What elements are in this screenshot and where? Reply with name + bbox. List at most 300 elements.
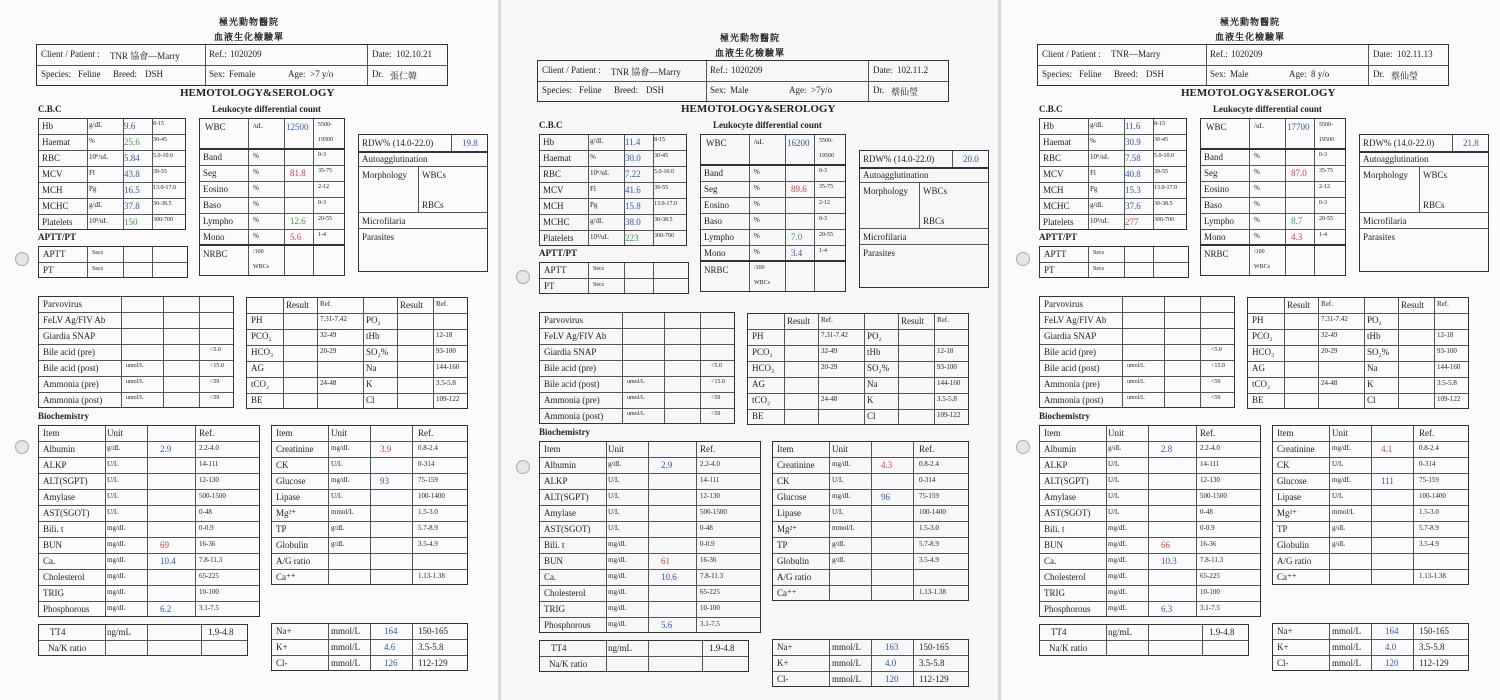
bio-row-unit: g/dL <box>107 444 121 452</box>
grid-row-line <box>1040 489 1260 490</box>
gas-row-left-name: PH <box>752 331 764 341</box>
cbc-heading: C.B.C <box>38 104 62 114</box>
morphology-line <box>1359 228 1489 229</box>
bio2-row-name: Creatinine <box>276 444 314 454</box>
wbc-ref1: 5500- <box>1319 122 1333 128</box>
bio2-row-name: Mg²⁺ <box>276 508 296 518</box>
gas-row-left-name: PCO₂ <box>1252 331 1273 341</box>
serology-row-name: Ammonia (post) <box>1044 395 1104 405</box>
bio-row-ref: 65-225 <box>700 588 720 596</box>
cbc-heading: C.B.C <box>1039 104 1063 114</box>
gas-row-right-name: SO₂% <box>867 363 890 373</box>
wbc-ref2: 19500 <box>1319 137 1334 143</box>
cbc-row-ref: 30-38.5 <box>1154 201 1173 207</box>
bio2-row-value: 111 <box>1381 476 1394 486</box>
sex-label: Sex: <box>710 85 727 95</box>
grid-col-line <box>451 135 452 151</box>
bio-row-name: Bili. t <box>544 540 565 550</box>
cbc-row-ref: 30-45 <box>153 137 167 143</box>
rbcs-label: RBCs <box>923 216 945 226</box>
serology-row-unit: umol/L <box>126 379 144 385</box>
bio2-row-name: A/G ratio <box>777 572 812 582</box>
grid-col-line <box>653 263 654 293</box>
bio-row-unit: mg/dL <box>608 604 627 612</box>
bio2-row-name: Globulin <box>1277 540 1310 550</box>
leuko-row-name: Lympho <box>203 216 234 226</box>
grid-row-line <box>1040 312 1234 313</box>
grid-col-line <box>163 297 164 407</box>
electrolyte-row-ref: 112-129 <box>418 658 448 668</box>
grid-row-line <box>748 329 968 330</box>
grid-row-line <box>39 344 233 345</box>
grid-row-line <box>1248 329 1468 330</box>
nrbc-unit1: /100 <box>754 265 765 271</box>
grid-row-line <box>200 165 344 166</box>
morphology-divider <box>919 182 920 228</box>
electrolyte-row-unit: mmol/L <box>832 674 861 684</box>
grid-row-line <box>1040 473 1260 474</box>
bio-row-unit: mg/dL <box>107 540 126 548</box>
blood-gas-table <box>747 313 969 425</box>
nrbc-unit2: WBCs <box>253 264 270 270</box>
leuko-row-name: Baso <box>704 216 722 226</box>
sex-value: Male <box>730 85 749 95</box>
grid-row-line <box>39 262 187 263</box>
grid-col-line <box>785 166 786 260</box>
autoagg-label: Autoagglutination <box>863 170 929 180</box>
gas-row-left-ref: 24-48 <box>1321 379 1338 387</box>
cbc-row-unit: g/dL <box>89 201 103 209</box>
leuko-row-name: Seg <box>704 184 718 194</box>
grid-col-line <box>317 298 318 408</box>
grid-row-line <box>540 473 760 474</box>
grid-row-line <box>1201 213 1345 214</box>
bio-ref-header: Ref. <box>199 428 215 438</box>
grid-row-line <box>247 313 467 314</box>
ref-label: Ref.: <box>209 49 227 59</box>
bio-row-value: 6.3 <box>1161 604 1173 614</box>
breed-value: DSH <box>646 85 665 95</box>
bio2-row-ref: 3.5-4.9 <box>1419 540 1439 548</box>
grid-row-line <box>701 181 845 182</box>
cbc-row-unit: g/dL <box>590 137 604 145</box>
bio-row-name: Bili. t <box>1044 524 1065 534</box>
bio-row-unit: mg/dL <box>608 572 627 580</box>
electrolyte-row-value: 4.0 <box>885 658 897 668</box>
cbc-row-name: Platelets <box>1043 217 1074 227</box>
grid-row-line <box>1040 521 1260 522</box>
grid-col-line <box>871 640 872 686</box>
leuko-row-unit: % <box>253 232 259 240</box>
grid-col-line <box>606 641 607 671</box>
grid-col-line <box>1124 247 1125 277</box>
grid-col-line <box>624 263 625 293</box>
nrbc-name: NRBC <box>1204 249 1229 259</box>
cbc-row-name: MCV <box>1043 169 1064 179</box>
morphology-line <box>859 228 989 229</box>
bio-row-unit: g/dL <box>1108 444 1122 452</box>
grid-col-line <box>1153 247 1154 277</box>
bio-item-header: Item <box>544 444 561 454</box>
dr-value: 張仁韓 <box>390 71 418 81</box>
cbc-row-value: 277 <box>1125 217 1139 227</box>
bio2-row-name: Mg²⁺ <box>1277 508 1297 518</box>
bio2-row-name: A/G ratio <box>1277 556 1312 566</box>
grid-row-line <box>1040 569 1260 570</box>
wbc-value: 12500 <box>286 122 309 132</box>
gas-row-right-ref: 93-100 <box>436 347 456 355</box>
gas-row-left-ref: 32-49 <box>320 331 337 339</box>
grid-col-line <box>370 624 371 670</box>
bio-row-unit: U/L <box>608 508 620 516</box>
cbc-row-value: 38.0 <box>625 217 641 227</box>
gas-row-left-ref: 32-49 <box>821 347 838 355</box>
grid-row-line <box>701 229 845 230</box>
cbc-row-unit: Fl <box>89 169 95 177</box>
bio2-row-ref: 0-314 <box>1419 460 1436 468</box>
sex-label: Sex: <box>1210 69 1227 79</box>
bio2-row-unit: mg/dL <box>832 460 851 468</box>
hemotology-title: HEMOTOLOGY&SEROLOGY <box>1181 87 1336 99</box>
grid-col-line <box>814 262 815 291</box>
serology-row-ref: <5.0 <box>210 347 221 353</box>
leuko-row-unit: % <box>754 216 760 224</box>
bio-row-ref: 0-48 <box>700 524 713 532</box>
sheet-content <box>501 16 998 700</box>
morphology-line <box>358 212 488 213</box>
grid-row-line <box>701 213 845 214</box>
grid-row-line <box>540 617 760 618</box>
grid-row-line <box>1040 537 1260 538</box>
biochemistry-heading: Biochemistry <box>38 411 89 421</box>
bio-unit-header: Unit <box>107 428 124 438</box>
bio-row-value: 6.2 <box>160 604 172 614</box>
serology-row-name: Ammonia (post) <box>544 411 604 421</box>
gas-row-right-name: SO₂% <box>366 347 389 357</box>
bio2-row-ref: 75-159 <box>1419 476 1439 484</box>
grid-col-line <box>1314 119 1315 148</box>
electrolyte-row-ref: 150-165 <box>1419 626 1449 636</box>
cbc-row-name: RBC <box>42 153 61 163</box>
grid-col-line <box>412 624 413 670</box>
nrbc-unit1: /100 <box>1254 249 1265 255</box>
leuko-row-value: 3.4 <box>791 248 803 258</box>
bio-row-unit: mg/dL <box>608 556 627 564</box>
grid-col-line <box>1200 297 1201 407</box>
electrolyte-row-name: Cl- <box>276 658 288 668</box>
nak-ratio-label: Na/K ratio <box>48 643 87 653</box>
bio-row-value: 10.4 <box>160 556 176 566</box>
form-title: 血液生化檢驗單 <box>213 32 284 42</box>
microfilaria-label: Microfilaria <box>362 216 406 226</box>
cbc-row-value: 11.6 <box>1125 121 1141 131</box>
grid-row-line <box>540 601 760 602</box>
grid-col-line <box>785 135 786 164</box>
bio2-row-ref: 100-1400 <box>418 492 445 500</box>
grid-col-line <box>248 150 249 244</box>
grid-row-line <box>1038 65 1448 66</box>
grid-row-line <box>39 505 259 506</box>
bio-row-value: 10.3 <box>1161 556 1177 566</box>
grid-row-line <box>1040 328 1234 329</box>
grid-row-line <box>1040 214 1186 215</box>
grid-row-line <box>39 150 185 151</box>
serology-row-name: Bile acid (pre) <box>544 363 596 373</box>
cbc-row-value: 15.8 <box>625 201 641 211</box>
date-value: 102.11.13 <box>1397 49 1433 59</box>
sex-value: Male <box>1230 69 1249 79</box>
grid-row-line <box>200 197 344 198</box>
bio2-row-name: A/G ratio <box>276 556 311 566</box>
ref-label: Ref.: <box>1210 49 1228 59</box>
tt4-unit: ng/mL <box>608 643 632 653</box>
leukocyte-diff-table <box>199 149 345 245</box>
grid-row-line <box>1040 134 1186 135</box>
grid-row-line <box>1040 392 1234 393</box>
gas-row-right-name: Na <box>1367 363 1378 373</box>
dr-label: Dr. <box>873 85 885 95</box>
bio-row-ref: 16-36 <box>1200 540 1217 548</box>
serology-row-unit: umol/L <box>627 379 645 385</box>
bio2-row-unit: U/L <box>832 476 844 484</box>
grid-row-line <box>748 361 968 362</box>
aptt-pt-heading: APTT/PT <box>1039 232 1078 242</box>
pt-unit: Secs <box>92 266 103 272</box>
grid-col-line <box>1285 150 1286 244</box>
bio2-item-header: Item <box>777 444 794 454</box>
serology-row-name: Parvovirus <box>1044 299 1083 309</box>
grid-col-line <box>147 625 148 655</box>
bio2-row-name: Ca⁺⁺ <box>276 572 296 582</box>
electrolyte-row-ref: 150-165 <box>919 642 949 652</box>
leuko-row-ref: 20-55 <box>318 216 332 222</box>
leuko-row-unit: % <box>754 232 760 240</box>
cbc-row-name: Platelets <box>543 233 574 243</box>
bio2-row-name: Ca⁺⁺ <box>1277 572 1297 582</box>
bio2-row-name: Creatinine <box>777 460 815 470</box>
bio2-row-name: TP <box>276 524 287 534</box>
wbc-name: WBC <box>706 138 727 148</box>
serology-row-ref: <5.0 <box>711 363 722 369</box>
bio2-item-header: Item <box>276 428 293 438</box>
grid-row-line <box>39 198 185 199</box>
grid-col-line <box>1249 246 1250 275</box>
grid-col-line <box>1206 45 1207 85</box>
gas-row-right-name: Cl <box>1367 395 1376 405</box>
sheet-content <box>1001 0 1499 700</box>
bio2-row-value: 3.9 <box>380 444 392 454</box>
bio-row-name: Phosphorous <box>43 604 90 614</box>
grid-col-line <box>1106 625 1107 655</box>
grid-col-line <box>1088 247 1089 277</box>
microfilaria-label: Microfilaria <box>863 232 907 242</box>
grid-col-line <box>1106 426 1107 616</box>
leukocyte-diff-table <box>1200 149 1346 245</box>
leuko-row-unit: % <box>754 200 760 208</box>
gas-row-left-name: PCO₂ <box>251 331 272 341</box>
grid-row-line <box>540 553 760 554</box>
grid-col-line <box>818 314 819 424</box>
electrolyte-row-ref: 3.5-5.8 <box>1419 642 1445 652</box>
tt4-ref: 1.9-4.8 <box>1209 627 1235 637</box>
grid-col-line <box>1364 298 1365 408</box>
morphology-divider <box>418 166 419 212</box>
gas-ref-header: Ref. <box>1321 300 1333 308</box>
grid-col-line <box>105 625 106 655</box>
grid-col-line <box>1088 119 1089 229</box>
bio-row-value: 69 <box>160 540 169 550</box>
cbc-row-unit: 10³/uL <box>1090 217 1109 225</box>
bio-row-ref: 0-48 <box>1200 508 1213 516</box>
cbc-row-name: MCHC <box>543 217 570 227</box>
grid-row-line <box>39 537 259 538</box>
serology-row-unit: umol/L <box>1127 395 1145 401</box>
leuko-row-unit: % <box>253 200 259 208</box>
bio-row-unit: mg/dL <box>107 556 126 564</box>
grid-row-line <box>540 198 686 199</box>
tt4-unit: ng/mL <box>107 627 131 637</box>
bio2-row-name: Globulin <box>777 556 810 566</box>
dr-label: Dr. <box>372 69 384 79</box>
electrolyte-row-name: K+ <box>777 658 789 668</box>
date-label: Date: <box>1373 49 1393 59</box>
leuko-row-ref: 2-12 <box>1319 184 1330 190</box>
grid-col-line <box>1164 297 1165 407</box>
gas-row-left-ref: 7.31-7.42 <box>1321 315 1348 323</box>
rdw-label: RDW% (14.0-22.0) <box>1363 138 1435 148</box>
cbc-row-name: MCV <box>42 169 63 179</box>
cbc-row-unit: g/dL <box>590 217 604 225</box>
aptt-pt-heading: APTT/PT <box>539 248 578 258</box>
grid-row-line <box>1040 601 1260 602</box>
grid-row-line <box>540 230 686 231</box>
cbc-row-ref: 8-15 <box>654 137 665 143</box>
grid-row-line <box>1248 313 1468 314</box>
bio-item-header: Item <box>43 428 60 438</box>
bio2-row-name: Globulin <box>276 540 309 550</box>
grid-row-line <box>540 278 688 279</box>
gas-row-right-ref: 93-100 <box>937 363 957 371</box>
bio-row-ref: 16-36 <box>700 556 717 564</box>
bio2-row-unit: mg/dL <box>331 476 350 484</box>
grid-col-line <box>749 166 750 260</box>
cbc-row-unit: g/dL <box>1090 121 1104 129</box>
bio2-ref-header: Ref. <box>1419 428 1435 438</box>
grid-row-line <box>748 409 968 410</box>
serology-row-unit: umol/L <box>627 411 645 417</box>
bio2-row-ref: 3.5-4.9 <box>919 556 939 564</box>
grid-row-line <box>200 213 344 214</box>
leuko-row-name: Seg <box>203 168 217 178</box>
serology-row-name: Ammonia (pre) <box>1044 379 1100 389</box>
bio-row-unit: U/L <box>1108 476 1120 484</box>
cbc-row-value: 37.8 <box>124 201 140 211</box>
grid-col-line <box>87 247 88 277</box>
serology-row-name: Bile acid (pre) <box>1044 347 1096 357</box>
gas-row-right-ref: 3.5-5.8 <box>436 379 456 387</box>
bio-row-name: BUN <box>43 540 63 550</box>
grid-row-line <box>39 473 259 474</box>
gas-row-right-name: tHb <box>867 347 881 357</box>
grid-col-line <box>123 247 124 277</box>
grid-row-line <box>540 537 760 538</box>
bio2-row-name: CK <box>777 476 790 486</box>
serology-row-name: Giardia SNAP <box>1044 331 1097 341</box>
electrolyte-row-value: 4.6 <box>384 642 396 652</box>
rdw-value: 21.8 <box>1463 138 1479 148</box>
bio-row-value: 2.9 <box>160 444 172 454</box>
leuko-row-name: Eosino <box>1204 184 1230 194</box>
grid-col-line <box>913 640 914 686</box>
leuko-row-ref: 1-4 <box>1319 232 1327 238</box>
gas-row-right-name: PO₂ <box>1367 315 1382 325</box>
bio-row-name: TRIG <box>43 588 64 598</box>
rdw-value: 19.8 <box>462 138 478 148</box>
leuko-row-unit: % <box>1254 216 1260 224</box>
grid-row-line <box>540 392 734 393</box>
grid-row-line <box>1040 376 1234 377</box>
grid-col-line <box>622 313 623 423</box>
grid-col-line <box>814 135 815 164</box>
bio-row-unit: mg/dL <box>107 588 126 596</box>
serology-row-name: Bile acid (pre) <box>43 347 95 357</box>
bio2-row-value: 96 <box>881 492 890 502</box>
bio-row-value: 66 <box>1161 540 1170 550</box>
grid-col-line <box>1284 298 1285 408</box>
grid-col-line <box>1368 45 1369 85</box>
grid-row-line <box>247 329 467 330</box>
bio-row-name: ALT(SGPT) <box>544 492 589 502</box>
cbc-row-ref: 5.0-10.0 <box>654 169 674 175</box>
grid-col-line <box>205 45 206 85</box>
cbc-row-ref: 30-38.5 <box>153 201 172 207</box>
serology-row-name: FeLV Ag/FIV Ab <box>1044 315 1107 325</box>
grid-col-line <box>370 426 371 584</box>
grid-row-line <box>1040 360 1234 361</box>
grid-col-line <box>829 640 830 686</box>
cbc-row-value: 15.3 <box>1125 185 1141 195</box>
bio-row-name: ALT(SGPT) <box>43 476 88 486</box>
tt4-ref: 1.9-4.8 <box>709 643 735 653</box>
grid-col-line <box>328 426 329 584</box>
bio2-row-name: Ca⁺⁺ <box>777 588 797 598</box>
grid-col-line <box>284 119 285 148</box>
grid-row-line <box>39 601 259 602</box>
aptt-label: APTT <box>1044 249 1067 259</box>
bio-row-name: Phosphorous <box>1044 604 1091 614</box>
leuko-row-value: 4.3 <box>1291 232 1303 242</box>
bio2-row-name: TP <box>777 540 788 550</box>
grid-row-line <box>39 441 259 442</box>
bio-row-unit: U/L <box>107 476 119 484</box>
pt-label: PT <box>1044 265 1055 275</box>
grid-col-line <box>1413 426 1414 584</box>
bio2-row-name: Glucose <box>777 492 807 502</box>
leuko-row-value: 5.6 <box>290 232 302 242</box>
gas-row-left-name: BE <box>1252 395 1264 405</box>
leuko-row-unit: % <box>754 248 760 256</box>
gas-row-left-name: HCO₃ <box>251 347 274 357</box>
grid-col-line <box>1249 119 1250 148</box>
leuko-row-name: Seg <box>1204 168 1218 178</box>
morphology-label: Morphology <box>362 170 407 180</box>
leuko-row-name: Lympho <box>704 232 735 242</box>
grid-row-line <box>540 569 760 570</box>
report-sheet <box>0 0 498 700</box>
nrbc-unit2: WBCs <box>1254 264 1271 270</box>
gas-row-left-name: PCO₂ <box>752 347 773 357</box>
bio-row-name: Ca. <box>544 572 557 582</box>
